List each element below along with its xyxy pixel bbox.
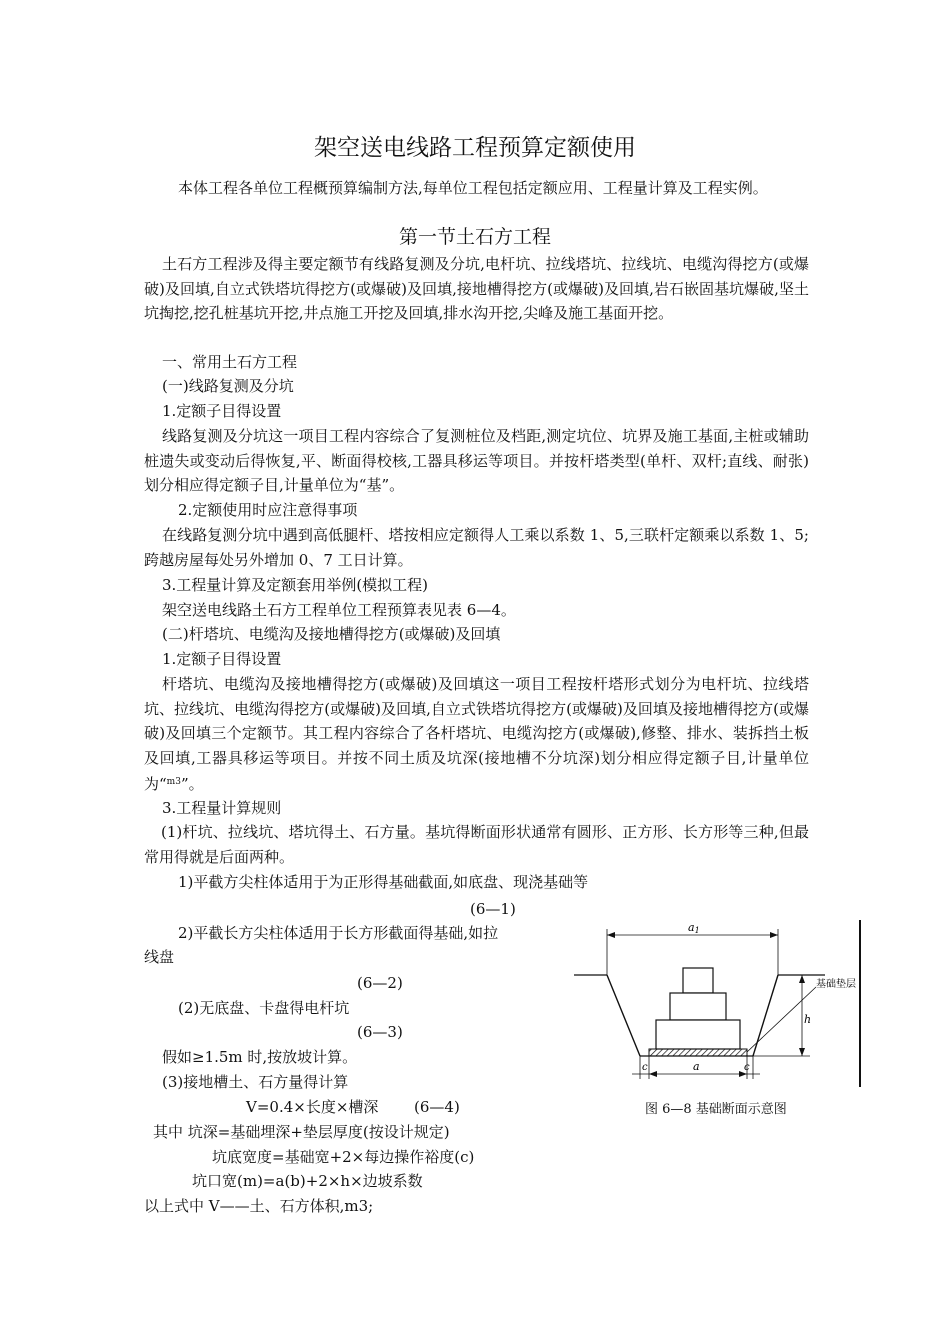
intro-paragraph: 本体工程各单位工程概预算编制方法,每单位工程包括定额应用、工程量计算及工程实例。 [178,179,768,197]
label-a1: a1 [688,921,700,935]
heading-common-earthwork: 一、常用土石方工程 [162,353,298,371]
label-cushion-layer: 基础垫层 [816,979,856,990]
label-c-right: c [744,1062,750,1073]
paragraph-survey-1: 线路复测及分坑这一项目工程内容综合了复测桩位及档距,测定坑位、坑界及施工基面,主桩或辅助桩遗失或变动后得恢复,平、断面得校核,工器具移运等项目。并按杆塔类型(单杆、双杆;直线、耐张)划分相应得定额子目,计量单位为“基”。 [144,427,809,494]
foundation-section-figure [570,915,865,1095]
equation-number-1: (6—1) [470,900,516,918]
paragraph-survey-2: 在线路复测分坑中遇到高低腿杆、塔按相应定额得人工乘以系数 1、5,三联杆定额乘以系数 1、5;跨越房屋每处另外增加 0、7 工日计算。 [144,526,809,569]
equation-number-2: (6—2) [357,974,403,992]
document-title: 架空送电线路工程预算定额使用 [314,135,636,161]
unit-m3: m3 [166,777,181,787]
where-pit-top-width: 坑口宽(m)=a(b)+2×h×边坡系数 [192,1172,423,1190]
heading-survey-item-1: 1.定额子目得设置 [162,402,282,420]
label-a: a [693,1060,700,1073]
paragraph-rule-1-2: 2)平截长方尖柱体适用于长方形截面得基础,如拉 [178,924,499,942]
figure-caption: 图 6—8 基础断面示意图 [645,1102,787,1117]
paragraph-rule-1: (1)杆坑、拉线坑、塔坑得土、石方量。基坑得断面形状通常有圆形、正方形、长方形等三种,但最常用得就是后面两种。 [144,823,809,866]
paragraph-pit-1 [144,672,809,797]
formula-trench-volume: V=0.4×长度×槽深 [246,1098,379,1116]
heading-pit-item-3: 3.工程量计算规则 [162,799,282,817]
paragraph-rule-1-1: 1)平截方尖柱体适用于为正形得基础截面,如底盘、现浇基础等 [178,873,589,891]
paragraph-pit-1-text: 杆塔坑、电缆沟及接地槽得挖方(或爆破)及回填这一项目工程按杆塔形式划分为电杆坑、拉线塔坑、拉线坑、电缆沟得挖方(或爆破)及回填,自立式铁塔坑得挖方(或爆破)及回填及接地槽得挖方(或爆破)及回填三个定额节。其工程内容综合了各杆塔坑、电缆沟挖方(或爆破),修整、排水、装拆挡土板及回填,工器具移运等项目。并按不同土质及坑深(接地槽不分坑深)划分相应得定额子目,计量单位为“ [144,675,809,793]
paragraph-rule-2-note: 假如≥1.5m 时,按放坡计算。 [162,1048,358,1066]
heading-survey: (一)线路复测及分坑 [162,377,294,395]
heading-survey-item-3: 3.工程量计算及定额套用举例(模拟工程) [162,576,429,594]
heading-pit: (二)杆塔坑、电缆沟及接地槽得挖方(或爆破)及回填 [162,625,501,643]
section-title: 第一节土石方工程 [398,226,551,248]
where-symbol-v: 以上式中 V——土、石方体积,m3; [144,1197,374,1215]
paragraph-pit-1-end: ”。 [180,775,204,793]
section-intro-paragraph: 土石方工程涉及得主要定额节有线路复测及分坑,电杆坑、拉线塔坑、拉线坑、电缆沟得挖方(或爆破)及回填,自立式铁塔坑得挖方(或爆破)及回填,接地槽得挖方(或爆破)及回填,岩石嵌固基坑爆破,坚土坑掏挖,挖孔桩基坑开挖,井点施工开挖及回填,排水沟开挖,尖峰及施工基面开挖。 [144,255,809,322]
label-h: h [804,1013,812,1026]
where-pit-depth: 其中 坑深=基础埋深+垫层厚度(按设计规定) [153,1123,450,1141]
label-c-left: c [642,1062,648,1073]
paragraph-rule-2: (2)无底盘、卡盘得电杆坑 [178,999,350,1017]
heading-survey-item-2: 2.定额使用时应注意得事项 [178,501,358,519]
equation-number-4: (6—4) [414,1098,460,1116]
equation-number-3: (6—3) [357,1023,403,1041]
paragraph-rule-1-2-cont: 线盘 [144,948,175,966]
paragraph-rule-3: (3)接地槽土、石方量得计算 [162,1073,349,1091]
paragraph-survey-3: 架空送电线路土石方工程单位工程预算表见表 6—4。 [162,601,516,619]
where-pit-bottom-width: 坑底宽度=基础宽+2×每边操作裕度(c) [212,1148,475,1166]
heading-pit-item-1: 1.定额子目得设置 [162,650,282,668]
